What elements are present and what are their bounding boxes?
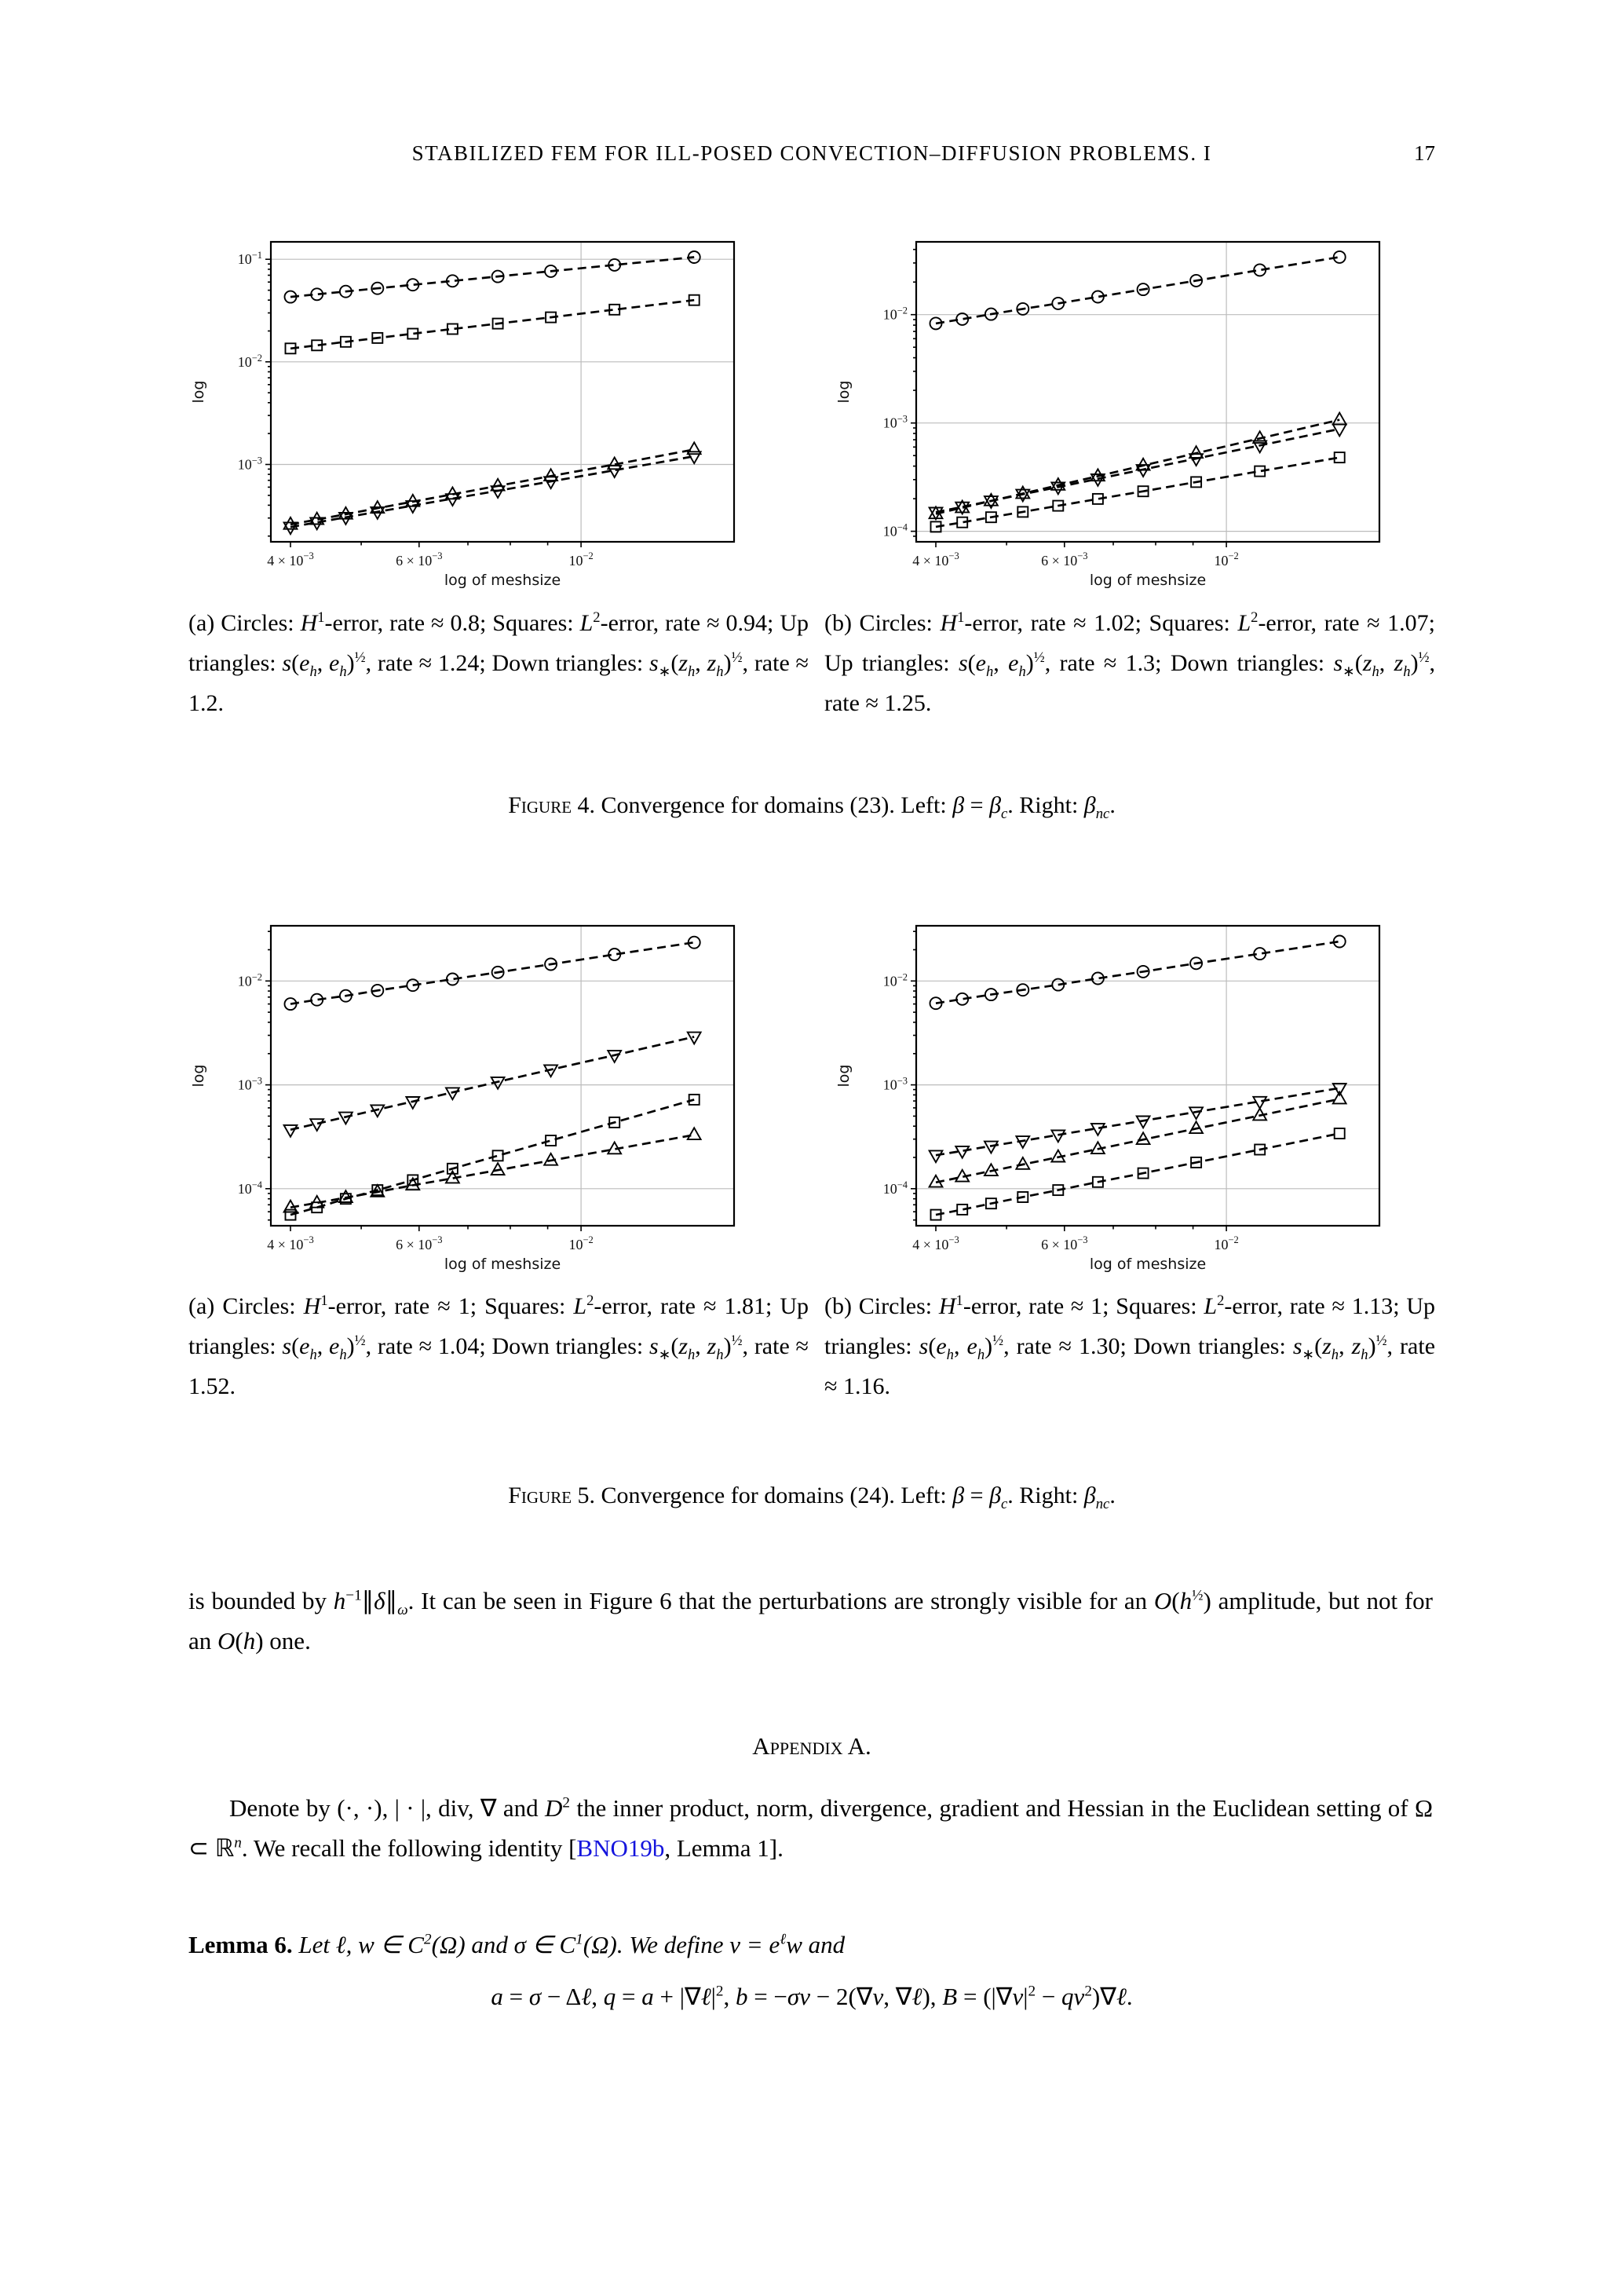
y-axis-label: log <box>190 1064 207 1088</box>
running-title: STABILIZED FEM FOR ILL-POSED CONVECTION–DIFFUSION PROBLEMS. I <box>411 141 1212 165</box>
figure5-caption: Figure 5. Convergence for domains (24). Left: $\beta = \beta_c$. Right: $\beta_{nc}$. <box>508 1483 1116 1512</box>
running-header <box>188 141 1435 173</box>
svg-text:10−3: $10^{-3}$ <box>237 455 262 473</box>
figure5-right-plot <box>833 906 1415 1277</box>
figure4-right-plot <box>833 222 1415 593</box>
svg-text:10−3: $10^{-3}$ <box>882 1075 908 1093</box>
svg-text:4 × 10−3: $4 \times 10^{-3}$ <box>267 1234 314 1252</box>
plot-canvas <box>188 906 769 1277</box>
figure4-left-plot <box>188 222 769 593</box>
figure5a-subcaption: (a) Circles: $H^1$-error, rate ≈ 1; Squares: $L^2$-error, rate ≈ 1.81; Up triangles: $s(e_h$, $e_h)^{\frac{1}{2}}$, rate ≈ 1.04; Down triangles: $s_∗(z_h$, $z_h)^{\frac{1}{2}}$, rate ≈ 1.52. <box>188 1292 809 1399</box>
appendix-paragraph: Denote by (·, ·), | · |, div, ∇ and $D^2$ the inner product, norm, divergence, gradient and Hessian in the Euclidean setting of Ω ⊂ ℝ$^n$. We recall the following identity [BNO19b, Lemma 1]. <box>188 1794 1433 1862</box>
svg-text:10−2: $10^{-2}$ <box>882 971 908 989</box>
svg-text:4 × 10−3: $4 \times 10^{-3}$ <box>912 1234 959 1252</box>
y-axis-label: log <box>190 380 207 404</box>
y-axis-label: log <box>835 380 853 404</box>
svg-text:6 × 10−3: $6 \times 10^{-3}$ <box>396 550 443 569</box>
svg-text:4 × 10−3: $4 \times 10^{-3}$ <box>267 550 314 569</box>
citation-link[interactable]: BNO19b <box>576 1834 665 1862</box>
svg-text:10−2: $10^{-2}$ <box>568 1234 594 1252</box>
svg-text:10−2: $10^{-2}$ <box>882 305 908 323</box>
appendix-heading: Appendix A. <box>752 1732 871 1760</box>
plot-canvas <box>188 222 769 593</box>
plot-canvas <box>833 222 1415 593</box>
figure4a-subcaption: (a) Circles: $H^1$-error, rate ≈ 0.8; Squares: $L^2$-error, rate ≈ 0.94; Up triangles: $s(e_h$, $e_h)^{\frac{1}{2}}$, rate ≈ 1.24; Down triangles: $s_∗(z_h$, $z_h)^{\frac{1}{2}}$, rate ≈ 1.2. <box>188 609 809 716</box>
body-paragraph: is bounded by $h^{-1}\parallel\delta\parallel_\omega$. It can be seen in Figure 6 that the perturbations are strongly visible for an $O(h^{\frac{1}{2}})$ amplitude, but not for an O(h) one. <box>188 1587 1433 1654</box>
svg-text:10−2: $10^{-2}$ <box>1214 550 1239 569</box>
figure5b-subcaption: (b) Circles: $H^1$-error, rate ≈ 1; Squares: $L^2$-error, rate ≈ 1.13; Up triangles: $s(e_h$, $e_h)^{\frac{1}{2}}$, rate ≈ 1.30; Down triangles: $s_∗(z_h$, $z_h)^{\frac{1}{2}}$, rate ≈ 1.16. <box>824 1292 1436 1399</box>
svg-text:10−3: $10^{-3}$ <box>237 1075 262 1093</box>
svg-text:10−4: $10^{-4}$ <box>882 1179 908 1197</box>
svg-text:10−2: $10^{-2}$ <box>1214 1234 1239 1252</box>
svg-text:6 × 10−3: $6 \times 10^{-3}$ <box>1041 550 1088 569</box>
y-axis-label: log <box>835 1064 853 1088</box>
svg-text:10−2: $10^{-2}$ <box>237 971 262 989</box>
svg-text:6 × 10−3: $6 \times 10^{-3}$ <box>1041 1234 1088 1252</box>
svg-text:4 × 10−3: $4 \times 10^{-3}$ <box>912 550 959 569</box>
page-number: 17 <box>1414 141 1435 165</box>
figure4b-subcaption: (b) Circles: $H^1$-error, rate ≈ 1.02; Squares: $L^2$-error, rate ≈ 1.07; Up triangles: $s(e_h$, $e_h)^{\frac{1}{2}}$, rate ≈ 1.3; Down triangles: $s_∗(z_h$, $z_h)^{\frac{1}{2}}$, rate ≈ 1.25. <box>824 609 1436 716</box>
svg-text:10−2: $10^{-2}$ <box>568 550 594 569</box>
x-axis-label: log of meshsize <box>1089 572 1207 589</box>
plot-canvas <box>833 906 1415 1277</box>
svg-text:6 × 10−3: $6 \times 10^{-3}$ <box>396 1234 443 1252</box>
x-axis-label: log of meshsize <box>444 572 561 589</box>
figure5-left-plot <box>188 906 769 1277</box>
lemma-6: Lemma 6. Let ℓ, w ∈ $C^2(\Omega)$ and σ ∈ $C^1(\Omega)$. We define $v = e^\ell w$ and <box>188 1931 846 1958</box>
svg-text:10−1: $10^{-1}$ <box>237 250 262 268</box>
lemma-equation: a = σ − Δℓ, $q = a + |\nabla\ell|^2$, b = −σv − 2(∇v, ∇ℓ), $B = (|\nabla v|^2$ − $qv^2)\nabla\ell$. <box>491 1983 1133 2010</box>
x-axis-label: log of meshsize <box>444 1256 561 1273</box>
svg-text:10−4: $10^{-4}$ <box>237 1179 262 1197</box>
x-axis-label: log of meshsize <box>1089 1256 1207 1273</box>
svg-text:10−3: $10^{-3}$ <box>882 413 908 431</box>
figure4-caption: Figure 4. Convergence for domains (23). Left: $\beta = \beta_c$. Right: $\beta_{nc}$. <box>508 792 1116 822</box>
svg-text:10−2: $10^{-2}$ <box>237 352 262 370</box>
svg-text:10−4: $10^{-4}$ <box>882 521 908 539</box>
